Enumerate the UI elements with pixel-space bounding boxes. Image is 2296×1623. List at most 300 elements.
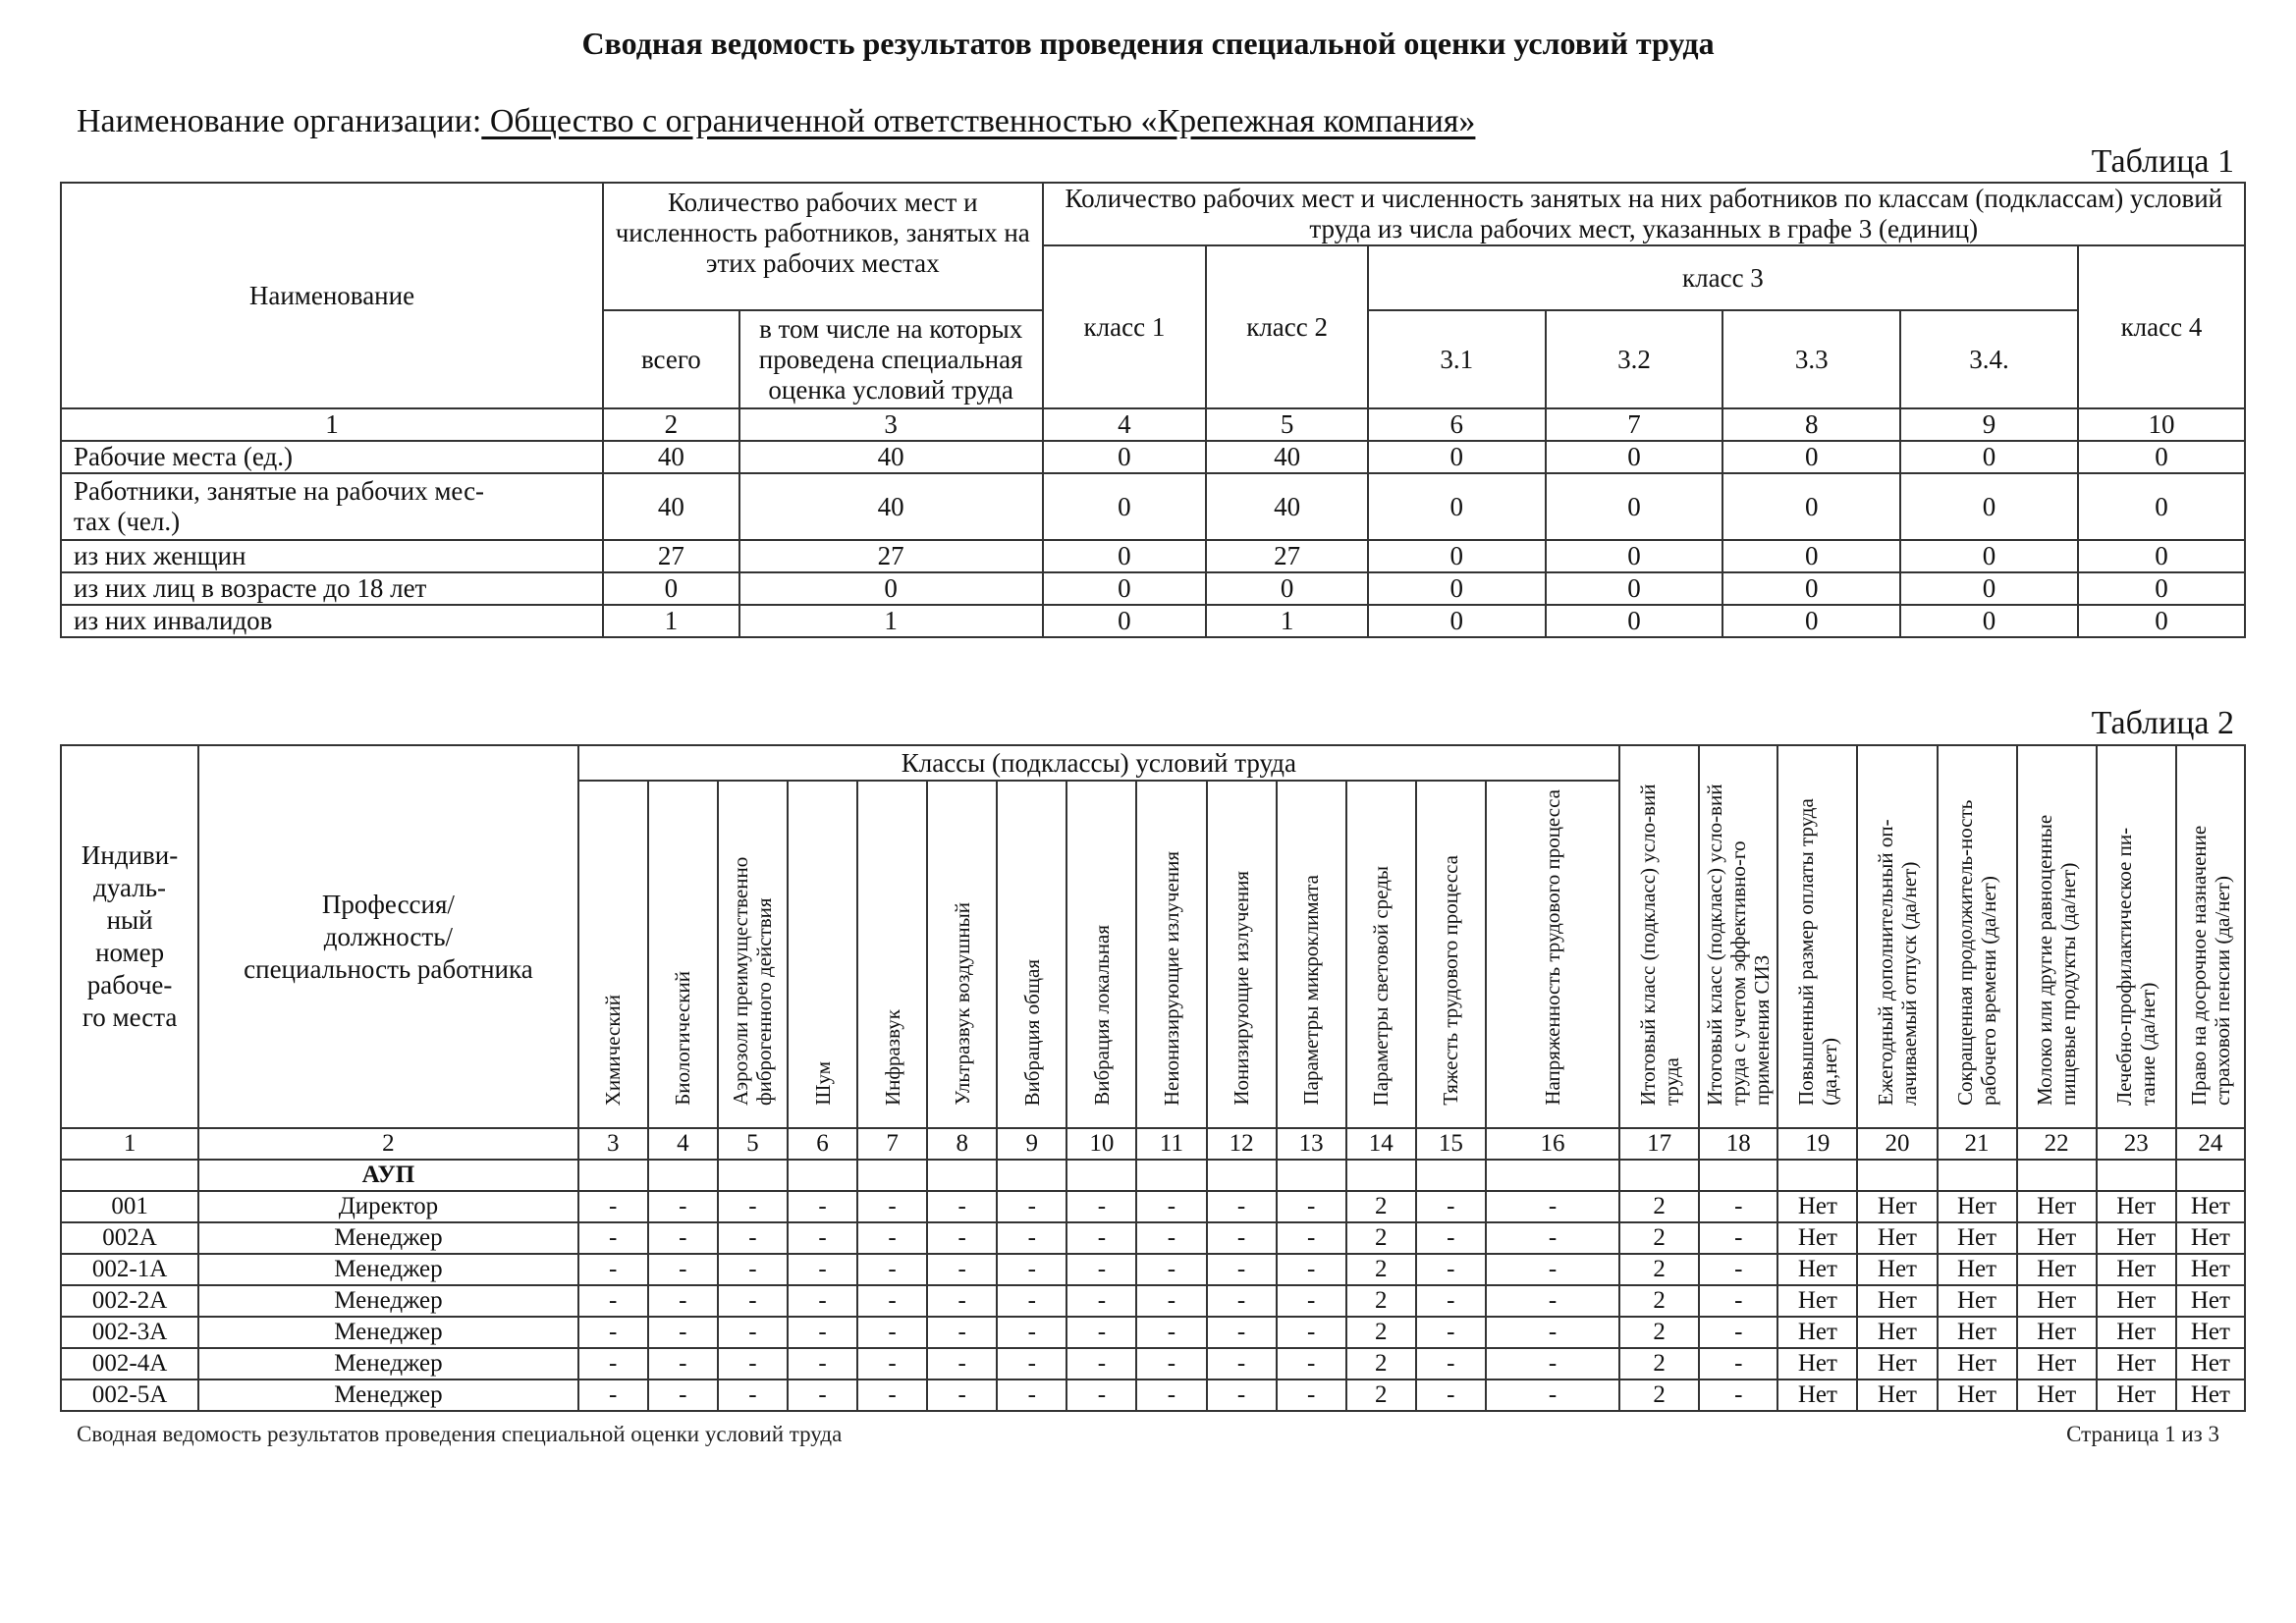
cell-value: - (578, 1317, 648, 1348)
row-label: из них женщин (61, 540, 603, 572)
cell-value: Нет (1857, 1285, 1937, 1317)
cell-value: - (1486, 1222, 1619, 1254)
extra-header (1619, 745, 1699, 1128)
cell-value: - (1207, 1317, 1277, 1348)
cell-value: - (788, 1317, 857, 1348)
column-number: 3 (739, 408, 1043, 441)
cell-value: - (1066, 1380, 1136, 1411)
table-row (61, 1285, 2245, 1317)
header-class-3-1: 3.1 (1368, 310, 1546, 408)
cell-value: - (1277, 1254, 1346, 1285)
factor-header (578, 781, 648, 1128)
row-label: Работники, занятые на рабочих мес- тах (чел.) (61, 473, 603, 540)
cell-value: - (1066, 1222, 1136, 1254)
column-number: 22 (2017, 1128, 2097, 1160)
cell-value: - (648, 1191, 718, 1222)
cell-value: - (718, 1285, 788, 1317)
footer-title: Сводная ведомость результатов проведения специальной оценки условий труда (77, 1422, 843, 1446)
column-number: 24 (2176, 1128, 2245, 1160)
cell-value: 2 (1619, 1191, 1699, 1222)
empty-cell (857, 1160, 927, 1191)
cell-value: Нет (2176, 1191, 2245, 1222)
profession: Менеджер (198, 1222, 578, 1254)
empty-cell (1416, 1160, 1486, 1191)
empty-cell (1699, 1160, 1777, 1191)
factor-header (1136, 781, 1206, 1128)
cell-value: 0 (1900, 473, 2078, 540)
cell-value: 0 (1368, 572, 1546, 605)
header-class-2: класс 2 (1206, 245, 1368, 408)
cell-value: - (648, 1380, 718, 1411)
column-number: 13 (1277, 1128, 1346, 1160)
cell-value: - (1066, 1191, 1136, 1222)
factor-header (1416, 781, 1486, 1128)
cell-value: - (927, 1348, 997, 1380)
header-class-3-3: 3.3 (1722, 310, 1900, 408)
cell-value: - (857, 1285, 927, 1317)
extra-header (1699, 745, 1777, 1128)
header-workplaces-group: Количество рабочих мест и численность работников, занятых на этих рабочих местах (603, 183, 1043, 310)
empty-cell (1619, 1160, 1699, 1191)
organization-line (77, 103, 1475, 140)
extra-header (2017, 745, 2097, 1128)
extra-header-text: Сокращенная продолжитель-ность рабочего времени (да/нет) (1953, 799, 2001, 1106)
cell-value: Нет (1777, 1254, 1857, 1285)
cell-value: 0 (1546, 605, 1723, 637)
cell-value: - (1486, 1380, 1619, 1411)
empty-cell (1777, 1160, 1857, 1191)
factor-header (1346, 781, 1416, 1128)
empty-cell (1277, 1160, 1346, 1191)
cell-value: - (857, 1348, 927, 1380)
empty-cell (1486, 1160, 1619, 1191)
cell-value: - (1207, 1222, 1277, 1254)
cell-value: 0 (1043, 572, 1207, 605)
header-class-4: класс 4 (2078, 245, 2245, 408)
column-number: 16 (1486, 1128, 1619, 1160)
cell-value: 0 (1546, 572, 1723, 605)
cell-value: 2 (1619, 1285, 1699, 1317)
column-number: 21 (1938, 1128, 2017, 1160)
organization-label: Наименование организации: (77, 103, 482, 139)
group-row (61, 1160, 2245, 1191)
cell-value: - (718, 1191, 788, 1222)
column-number: 14 (1346, 1128, 1416, 1160)
cell-value: - (1277, 1380, 1346, 1411)
column-number: 11 (1136, 1128, 1206, 1160)
column-number: 5 (718, 1128, 788, 1160)
cell-value: 27 (603, 540, 739, 572)
cell-value: 2 (1346, 1254, 1416, 1285)
cell-value: 0 (1722, 540, 1900, 572)
cell-value: - (788, 1254, 857, 1285)
cell-value: 2 (1619, 1222, 1699, 1254)
table-row (61, 441, 2245, 473)
factor-header-text: Неионизирующие излучения (1159, 850, 1183, 1106)
factor-header-text: Химический (601, 994, 626, 1106)
cell-value: Нет (2017, 1317, 2097, 1348)
cell-value: Нет (2176, 1348, 2245, 1380)
cell-value: - (788, 1191, 857, 1222)
column-number: 8 (1722, 408, 1900, 441)
cell-value: Нет (1938, 1380, 2017, 1411)
cell-value: 40 (1206, 473, 1368, 540)
cell-value: - (1699, 1285, 1777, 1317)
group-label: АУП (198, 1160, 578, 1191)
cell-value: Нет (2097, 1317, 2176, 1348)
cell-value: 27 (1206, 540, 1368, 572)
cell-value: - (857, 1222, 927, 1254)
cell-value: 2 (1346, 1348, 1416, 1380)
cell-value: 0 (1206, 572, 1368, 605)
summary-table (60, 182, 2246, 638)
factor-header-text: Напряженность трудового процесса (1541, 789, 1564, 1106)
column-number: 10 (1066, 1128, 1136, 1160)
header-class-1: класс 1 (1043, 245, 1207, 408)
empty-cell (648, 1160, 718, 1191)
document-title: Сводная ведомость результатов проведения специальной оценки условий труда (581, 26, 1715, 61)
cell-value: - (1277, 1191, 1346, 1222)
cell-value: - (1416, 1380, 1486, 1411)
cell-value: - (648, 1285, 718, 1317)
cell-value: 0 (1900, 540, 2078, 572)
cell-value: - (1699, 1191, 1777, 1222)
column-number: 6 (1368, 408, 1546, 441)
cell-value: - (1486, 1348, 1619, 1380)
header-profession: Профессия/ должность/ специальность работника (198, 745, 578, 1128)
workplace-id: 002-3А (61, 1317, 198, 1348)
factor-header-text: Тяжесть трудового процесса (1439, 855, 1463, 1106)
cell-value: 2 (1346, 1191, 1416, 1222)
cell-value: - (1207, 1348, 1277, 1380)
cell-value: - (578, 1191, 648, 1222)
empty-cell (2017, 1160, 2097, 1191)
workplace-id: 002-1А (61, 1254, 198, 1285)
cell-value: - (1416, 1285, 1486, 1317)
cell-value: - (648, 1317, 718, 1348)
factor-header-text: Инфразвук (880, 1008, 904, 1106)
extra-header-text: Итоговый класс (подкласс) усло-вий труда с учетом эффективно-го применения СИЗ (1703, 784, 1775, 1106)
cell-value: - (788, 1380, 857, 1411)
page-number: Страница 1 из 3 (2066, 1422, 2219, 1446)
cell-value: 0 (2078, 441, 2245, 473)
empty-cell (1938, 1160, 2017, 1191)
cell-value: 40 (739, 473, 1043, 540)
cell-value: - (578, 1254, 648, 1285)
cell-value: Нет (1857, 1254, 1937, 1285)
column-number: 6 (788, 1128, 857, 1160)
factor-header-text: Шум (810, 1061, 835, 1106)
cell-value: - (997, 1380, 1066, 1411)
cell-value: - (1136, 1348, 1206, 1380)
cell-value: 0 (1722, 441, 1900, 473)
header-total: всего (603, 310, 739, 408)
cell-value: - (578, 1348, 648, 1380)
cell-value: - (927, 1191, 997, 1222)
cell-value: Нет (2017, 1285, 2097, 1317)
header-classes: Классы (подклассы) условий труда (578, 745, 1619, 781)
cell-value: - (1136, 1285, 1206, 1317)
extra-header-text: Итоговый класс (подкласс) усло-вий труда (1635, 784, 1683, 1106)
cell-value: - (1416, 1317, 1486, 1348)
cell-value: Нет (1938, 1222, 2017, 1254)
table2-caption: Таблица 2 (2091, 705, 2234, 741)
workplace-id: 002-4А (61, 1348, 198, 1380)
factor-header (648, 781, 718, 1128)
cell-value: - (718, 1222, 788, 1254)
extra-header (2097, 745, 2176, 1128)
cell-value: - (718, 1254, 788, 1285)
extra-header-text: Повышенный размер оплаты труда (да,нет) (1793, 798, 1841, 1106)
cell-value: - (718, 1348, 788, 1380)
cell-value: 2 (1619, 1317, 1699, 1348)
table-row (61, 1348, 2245, 1380)
cell-value: Нет (1857, 1191, 1937, 1222)
cell-value: Нет (1777, 1317, 1857, 1348)
profession: Менеджер (198, 1254, 578, 1285)
cell-value: 27 (739, 540, 1043, 572)
cell-value: - (1066, 1285, 1136, 1317)
cell-value: 40 (739, 441, 1043, 473)
extra-header (1777, 745, 1857, 1128)
factor-header-text: Вибрация локальная (1089, 925, 1114, 1106)
empty-cell (927, 1160, 997, 1191)
cell-value: - (857, 1380, 927, 1411)
cell-value: 2 (1619, 1348, 1699, 1380)
cell-value: Нет (2097, 1191, 2176, 1222)
cell-value: - (1416, 1254, 1486, 1285)
cell-value: 40 (603, 473, 739, 540)
column-number: 8 (927, 1128, 997, 1160)
extra-header-text: Молоко или другие равноценные пищевые продукты (да/нет) (2033, 814, 2081, 1106)
column-number: 9 (997, 1128, 1066, 1160)
cell-value: Нет (1777, 1222, 1857, 1254)
header-name: Наименование (61, 183, 603, 408)
cell-value: 1 (739, 605, 1043, 637)
cell-value: Нет (1777, 1380, 1857, 1411)
empty-cell (1136, 1160, 1206, 1191)
cell-value: Нет (2176, 1254, 2245, 1285)
workplaces-table (60, 744, 2246, 1412)
factor-header (997, 781, 1066, 1128)
cell-value: - (927, 1222, 997, 1254)
cell-value: - (997, 1254, 1066, 1285)
cell-value: 0 (1368, 441, 1546, 473)
cell-value: - (788, 1285, 857, 1317)
factor-header-text: Ультразвук воздушный (950, 902, 974, 1106)
cell-value: Нет (2017, 1348, 2097, 1380)
cell-value: - (1699, 1380, 1777, 1411)
extra-header-text: Лечебно-профилактическое пи-тание (да/нет) (2112, 827, 2160, 1106)
cell-value: 0 (1043, 441, 1207, 473)
empty-cell (1207, 1160, 1277, 1191)
workplace-id: 002-2А (61, 1285, 198, 1317)
cell-value: - (927, 1317, 997, 1348)
cell-value: Нет (2097, 1254, 2176, 1285)
cell-value: Нет (2176, 1380, 2245, 1411)
header-class-3-4: 3.4. (1900, 310, 2078, 408)
column-number: 10 (2078, 408, 2245, 441)
cell-value: - (1207, 1254, 1277, 1285)
factor-header-text: Ионизирующие излучения (1230, 871, 1254, 1106)
extra-header (2176, 745, 2245, 1128)
empty-cell (1066, 1160, 1136, 1191)
cell-value: - (648, 1222, 718, 1254)
cell-value: 2 (1346, 1317, 1416, 1348)
cell-value: 2 (1346, 1222, 1416, 1254)
cell-value: - (1066, 1317, 1136, 1348)
cell-value: - (578, 1285, 648, 1317)
cell-value: Нет (2176, 1285, 2245, 1317)
empty-cell (2176, 1160, 2245, 1191)
header-class-3-2: 3.2 (1546, 310, 1723, 408)
cell-value: - (648, 1254, 718, 1285)
workplace-id: 002-5А (61, 1380, 198, 1411)
profession: Менеджер (198, 1285, 578, 1317)
cell-value: - (578, 1380, 648, 1411)
cell-value: - (1277, 1222, 1346, 1254)
cell-value: - (578, 1222, 648, 1254)
column-number: 9 (1900, 408, 2078, 441)
cell-value: - (1136, 1380, 1206, 1411)
cell-value: Нет (2176, 1317, 2245, 1348)
extra-header (1857, 745, 1937, 1128)
cell-value: 0 (1368, 540, 1546, 572)
cell-value: Нет (2017, 1380, 2097, 1411)
profession: Директор (198, 1191, 578, 1222)
table-row (61, 1317, 2245, 1348)
cell-value: 0 (1900, 572, 2078, 605)
table1-caption: Таблица 1 (2091, 143, 2234, 180)
column-number: 4 (1043, 408, 1207, 441)
cell-value: - (1277, 1285, 1346, 1317)
empty-cell (718, 1160, 788, 1191)
factor-header (788, 781, 857, 1128)
cell-value: - (1136, 1254, 1206, 1285)
cell-value: Нет (2097, 1285, 2176, 1317)
cell-value: Нет (2017, 1254, 2097, 1285)
cell-value: Нет (2017, 1191, 2097, 1222)
factor-header-text: Аэрозоли преимущественно фиброгенного действия (729, 856, 777, 1106)
cell-value: 2 (1619, 1254, 1699, 1285)
cell-value: 0 (1368, 605, 1546, 637)
column-number: 3 (578, 1128, 648, 1160)
table-row (61, 1222, 2245, 1254)
cell-value: - (1699, 1348, 1777, 1380)
column-number: 2 (603, 408, 739, 441)
cell-value: 1 (1206, 605, 1368, 637)
cell-value: 0 (1722, 473, 1900, 540)
organization-name: Общество с ограниченной ответственностью «Крепежная компания» (481, 103, 1476, 139)
table-row (61, 572, 2245, 605)
cell-value: Нет (1938, 1317, 2017, 1348)
cell-value: Нет (1777, 1348, 1857, 1380)
factor-header (718, 781, 788, 1128)
column-number: 18 (1699, 1128, 1777, 1160)
column-number: 20 (1857, 1128, 1937, 1160)
row-label: из них инвалидов (61, 605, 603, 637)
column-number: 2 (198, 1128, 578, 1160)
cell-value: - (788, 1348, 857, 1380)
factor-header (1207, 781, 1277, 1128)
cell-value: - (997, 1317, 1066, 1348)
cell-value: 0 (1722, 572, 1900, 605)
cell-value: - (1277, 1348, 1346, 1380)
cell-value: - (1207, 1285, 1277, 1317)
column-numbers-row (61, 408, 2245, 441)
cell-value: Нет (1938, 1285, 2017, 1317)
cell-value: 0 (1546, 473, 1723, 540)
factor-header-text: Параметры световой среды (1369, 865, 1394, 1106)
empty-cell (578, 1160, 648, 1191)
workplace-id: 002А (61, 1222, 198, 1254)
header-assessed: в том числе на которых проведена специальная оценка условий труда (739, 310, 1043, 408)
cell-value: - (1699, 1222, 1777, 1254)
cell-value: - (1066, 1348, 1136, 1380)
cell-value: 0 (1546, 441, 1723, 473)
header-classes-group: Количество рабочих мест и численность занятых на них работников по классам (подклассам) условий труда из числа рабочих мест, указанных в графе 3 (единиц) (1043, 183, 2245, 245)
cell-value: - (1416, 1191, 1486, 1222)
empty-cell (2097, 1160, 2176, 1191)
cell-value: 0 (603, 572, 739, 605)
factor-header (1066, 781, 1136, 1128)
column-number: 1 (61, 1128, 198, 1160)
cell-value: Нет (2097, 1380, 2176, 1411)
cell-value: 1 (603, 605, 739, 637)
factor-header-text: Биологический (671, 971, 695, 1106)
cell-value: Нет (1857, 1222, 1937, 1254)
cell-value: 0 (1043, 540, 1207, 572)
cell-value: - (857, 1317, 927, 1348)
factor-header-text: Вибрация общая (1019, 958, 1044, 1106)
cell-value: - (927, 1254, 997, 1285)
cell-value: 2 (1346, 1380, 1416, 1411)
cell-value: - (997, 1222, 1066, 1254)
factor-header (857, 781, 927, 1128)
cell-value: 0 (1368, 473, 1546, 540)
cell-value: Нет (1938, 1254, 2017, 1285)
cell-value: - (997, 1191, 1066, 1222)
cell-value: Нет (1857, 1317, 1937, 1348)
profession: Менеджер (198, 1317, 578, 1348)
table-row (61, 1191, 2245, 1222)
cell-value: - (927, 1380, 997, 1411)
empty-cell (61, 1160, 198, 1191)
cell-value: - (857, 1191, 927, 1222)
column-number: 15 (1416, 1128, 1486, 1160)
factor-header (1486, 781, 1619, 1128)
cell-value: 0 (2078, 572, 2245, 605)
column-number: 1 (61, 408, 603, 441)
factor-header (1277, 781, 1346, 1128)
cell-value: - (1486, 1285, 1619, 1317)
cell-value: Нет (1777, 1285, 1857, 1317)
table-row (61, 1254, 2245, 1285)
cell-value: 40 (1206, 441, 1368, 473)
profession: Менеджер (198, 1380, 578, 1411)
cell-value: - (997, 1348, 1066, 1380)
cell-value: - (1136, 1317, 1206, 1348)
extra-header (1938, 745, 2017, 1128)
column-number: 7 (1546, 408, 1723, 441)
header-workplace-id: Индиви- дуаль- ный номер рабоче- го места (61, 745, 198, 1128)
empty-cell (1857, 1160, 1937, 1191)
table-row (61, 1380, 2245, 1411)
cell-value: Нет (2097, 1222, 2176, 1254)
column-number: 23 (2097, 1128, 2176, 1160)
cell-value: - (718, 1380, 788, 1411)
cell-value: 0 (2078, 605, 2245, 637)
